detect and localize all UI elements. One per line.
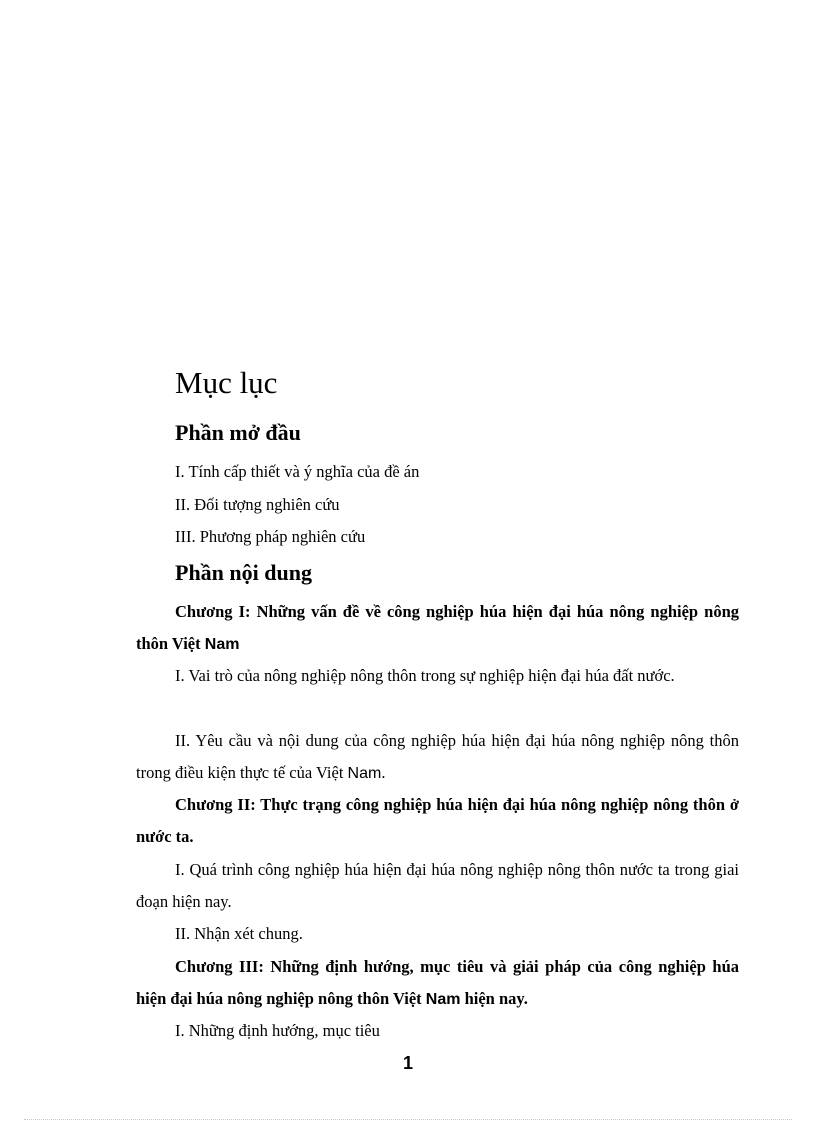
footer-divider xyxy=(24,1119,792,1120)
toc-title: Mục lục xyxy=(175,365,278,400)
chapter-3-title-tail: hiện nay. xyxy=(460,989,528,1008)
page-number: 1 xyxy=(402,1053,413,1073)
chapter-1-item-2-end: Nam xyxy=(347,765,382,782)
chapter-1-item-2-text: II. Yêu cầu và nội dung của công nghiệp húa hiện đại húa nông nghiệp nông thôn trong điều kiện thực tế của Việt xyxy=(136,731,739,782)
chapter-1-title-end: Nam xyxy=(204,636,240,653)
chapter-3-title xyxy=(136,951,739,1016)
body-heading: Phần nội dung xyxy=(175,560,312,585)
chapter-1-title xyxy=(136,596,739,661)
chapter-3-item-1: I. Những định hướng, mục tiêu xyxy=(175,1021,380,1040)
intro-item-2: II. Đối tượng nghiên cứu xyxy=(175,495,340,514)
chapter-3-title-end: Nam xyxy=(425,991,461,1008)
chapter-1-title-text: Chương I: Những vấn đề về công nghiệp húa hiện đại húa nông nghiệp nông thôn Việt xyxy=(136,602,739,653)
intro-heading: Phần mở đầu xyxy=(175,420,301,445)
chapter-3-title-text: Chương III: Những định hướng, mục tiêu và giải pháp của công nghiệp húa hiện đại húa nông nghiệp nông thôn Việt xyxy=(136,957,739,1008)
chapter-1-item-2 xyxy=(136,725,739,790)
chapter-1-item-2-tail: . xyxy=(381,763,386,782)
chapter-2-item-1: I. Quá trình công nghiệp húa hiện đại húa nông nghiệp nông thôn nước ta trong giai đoạn hiện nay. xyxy=(136,860,739,911)
chapter-2-item-2: II. Nhận xét chung. xyxy=(175,924,303,943)
intro-item-1: I. Tính cấp thiết và ý nghĩa của đề án xyxy=(175,462,420,481)
chapter-1-item-1: I. Vai trò của nông nghiệp nông thôn trong sự nghiệp hiện đại húa đất nước. xyxy=(175,666,675,685)
chapter-2-title: Chương II: Thực trạng công nghiệp húa hiện đại húa nông nghiệp nông thôn ở nước ta. xyxy=(136,795,739,846)
intro-item-3: III. Phương pháp nghiên cứu xyxy=(175,527,366,546)
